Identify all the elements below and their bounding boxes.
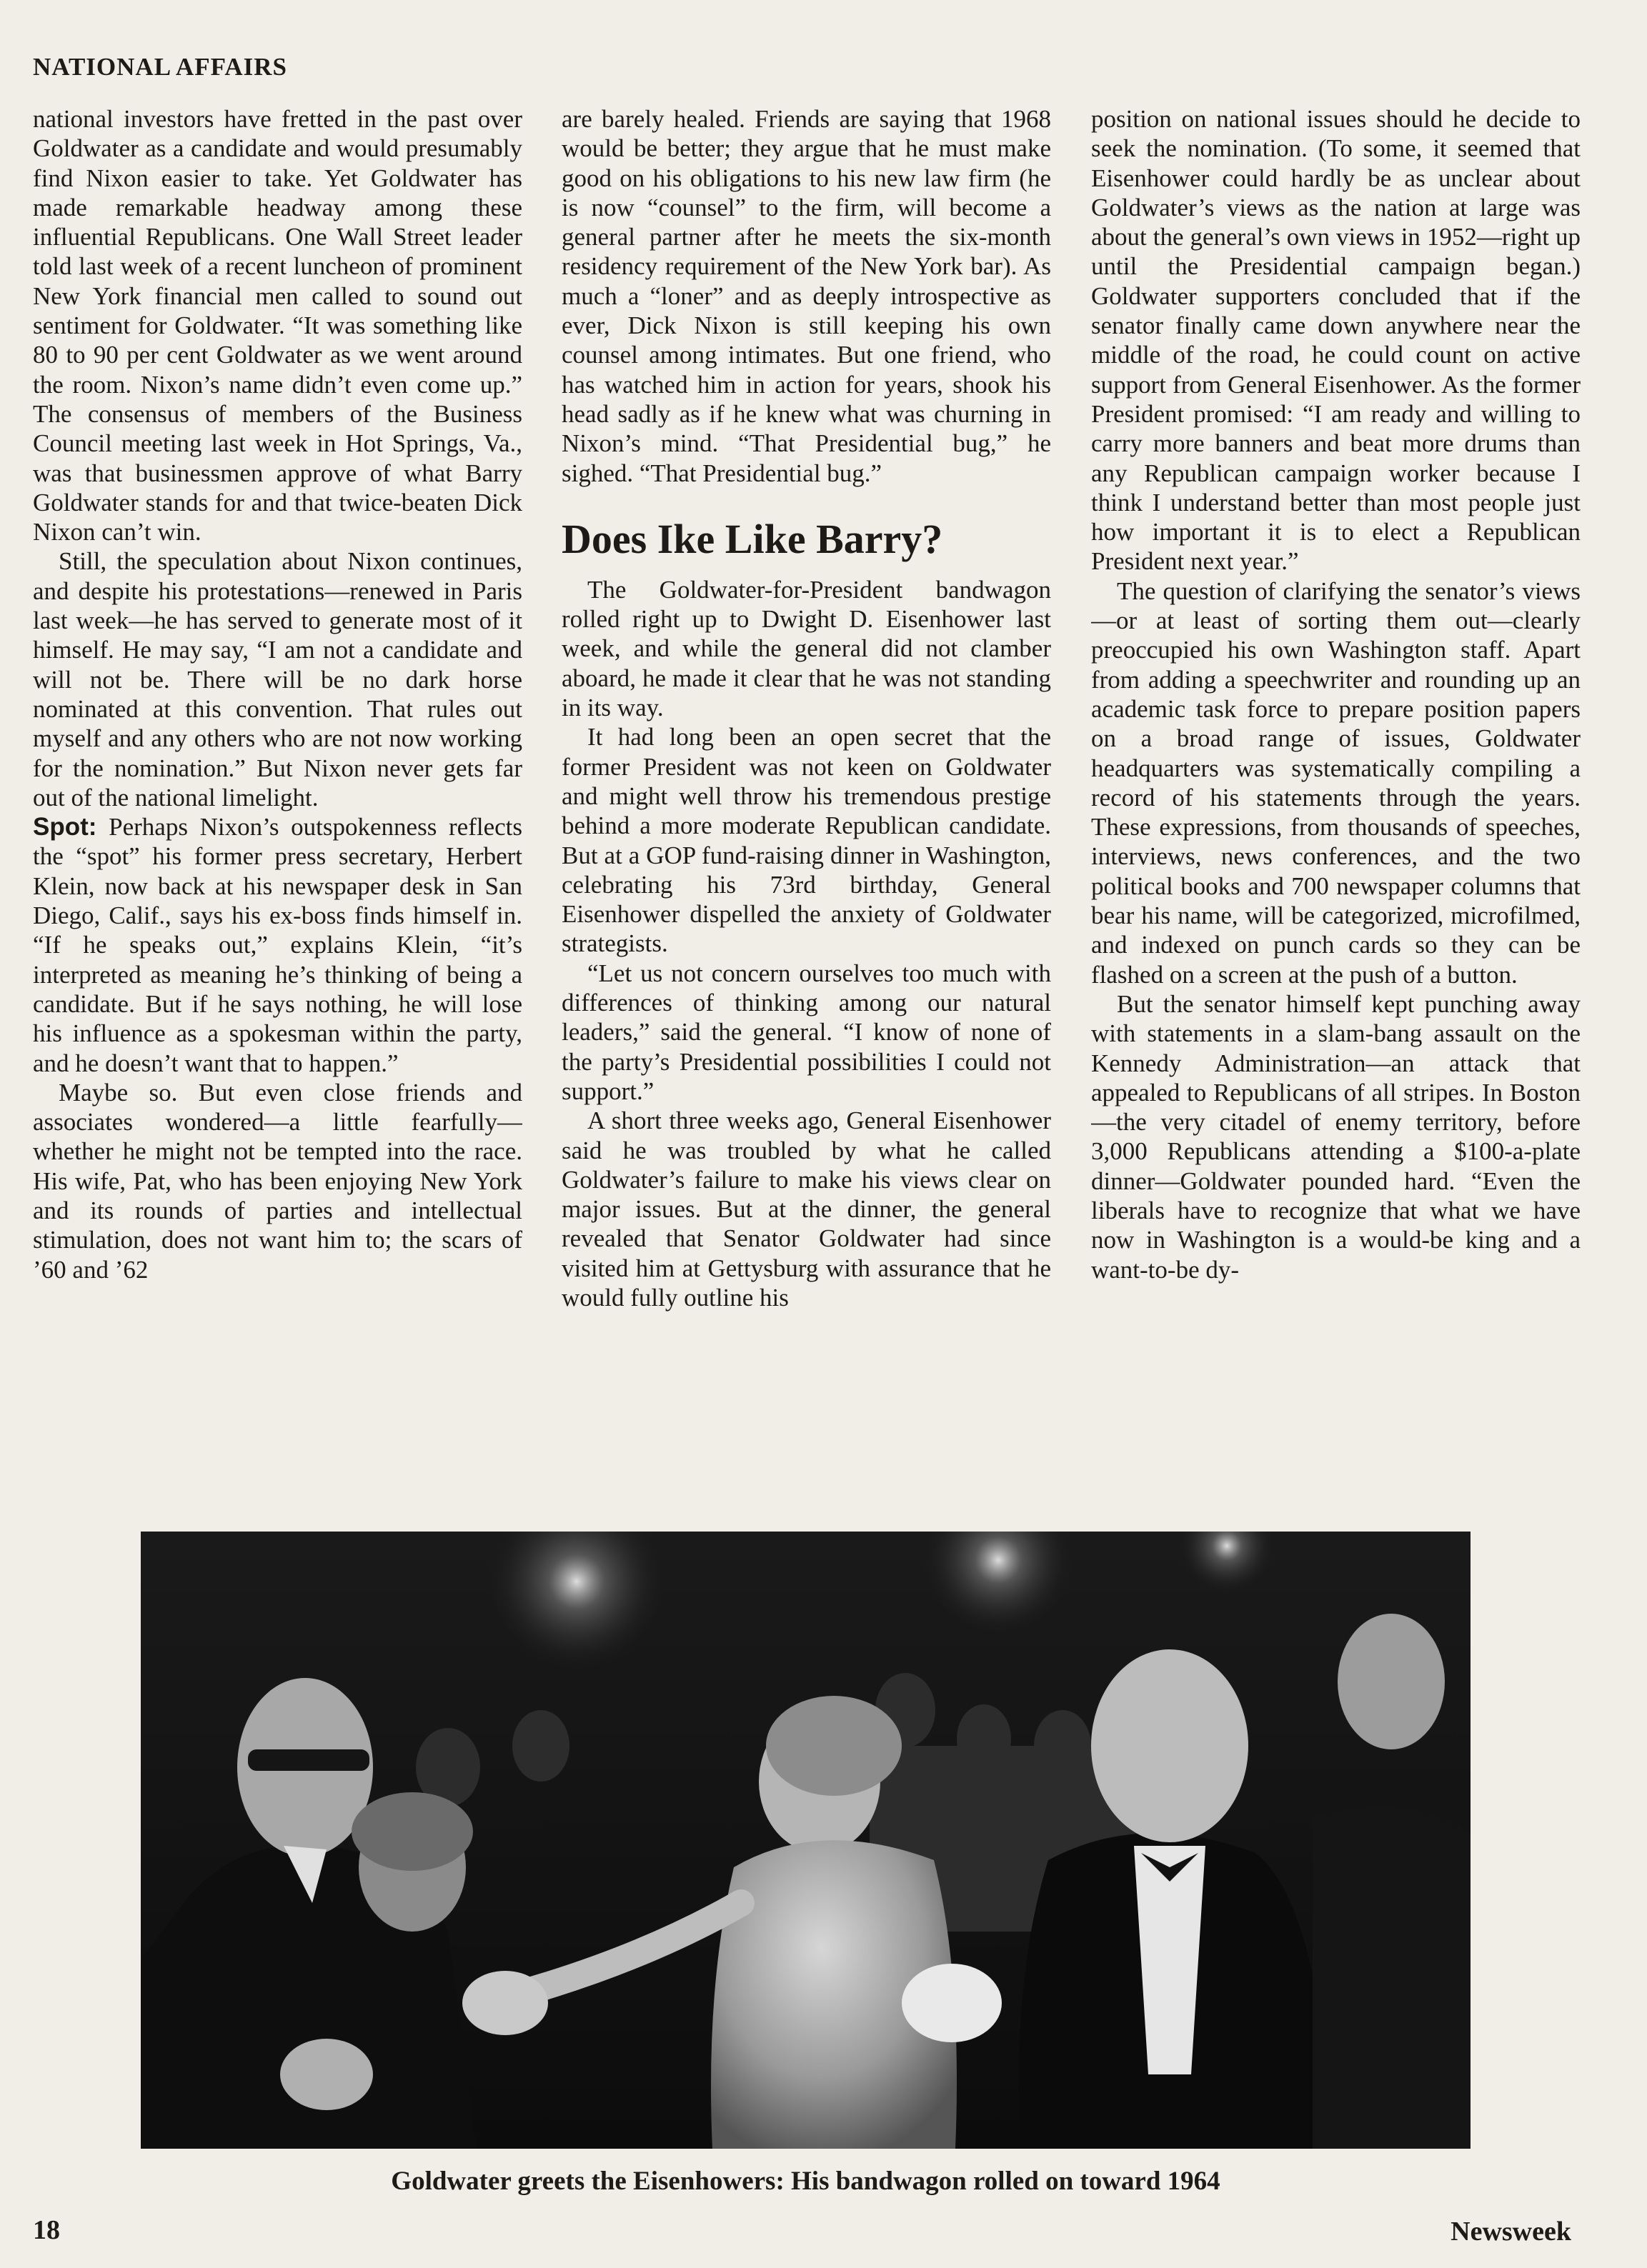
news-photo — [141, 1532, 1471, 2149]
paragraph: But the senator himself kept punching away with statements in a slam-bang assault on the Kennedy Administration—an attack that appealed to Republicans of all stripes. In Boston—the very citadel of enemy territory, before 3,000 Republicans attending a $100-a-plate dinner—Goldwater pounded hard. “Even the liberals have to recognize that what we have now in Washington is a would-be king and a want-to-be dy- — [1091, 989, 1581, 1284]
paragraph: are barely healed. Friends are saying that 1968 would be better; they argue that he must make good on his obligations to his new law firm (he is now “counsel” to the firm, will become a general partner after he meets the six-month residency requirement of the New York bar). As much a “loner” and as deeply introspective as ever, Dick Nixon is still keeping his own counsel among intimates. But one friend, who has watched him in action for years, shook his head sadly as if he knew what was churning in Nixon’s mind. “That Presidential bug,” he sighed. “That Presidential bug.” — [562, 105, 1051, 487]
paragraph-spot — [33, 812, 522, 1078]
paragraph: Still, the speculation about Nixon continues, and despite his protestations—renewed in Paris last week—he has served to generate most of it himself. He may say, “I am not a candidate and will not be. There will be no dark horse nominated at this convention. That rules out myself and any others who are not now working for the nomination.” But Nixon never gets far out of the national limelight. — [33, 547, 522, 811]
column-2 — [562, 104, 1051, 1497]
column-1 — [33, 104, 522, 1497]
subhead: Does Ike Like Barry? — [562, 515, 943, 562]
paragraph-text: Perhaps Nixon’s outspokenness reflects the “spot” his former press secretary, Herbert Klein, now back at his newspaper desk in San Diego, Calif., says his ex-boss finds himself in. “If he speaks out,” explains Klein, “it’s interpreted as meaning he’s thinking of being a candidate. But if he says nothing, he will lose his influence as a spokesman within the party, and he doesn’t want that to happen.” — [33, 813, 522, 1077]
section-header: NATIONAL AFFAIRS — [33, 53, 288, 81]
column-3 — [1091, 104, 1581, 1497]
paragraph: A short three weeks ago, General Eisenhower said he was troubled by what he called Goldwater’s failure to make his views clear on major issues. But at the dinner, the general revealed that Senator Goldwater had since visited him at Gettysburg with assurance that he would fully outline his — [562, 1106, 1051, 1312]
paragraph: position on national issues should he decide to seek the nomination. (To some, it seemed that Eisenhower could hardly be as unclear about Goldwater’s views as the nation at large was about the general’s own views in 1952—right up until the Presidential campaign began.) Goldwater supporters concluded that if the senator finally came down anywhere near the middle of the road, he could count on active support from General Eisenhower. As the former President promised: “I am ready and willing to carry more banners and beat more drums than any Republican campaign worker because I think I understand better than most people just how important it is to elect a Republican President next year.” — [1091, 105, 1581, 576]
paragraph: The Goldwater-for-President bandwagon rolled right up to Dwight D. Eisenhower last week, and while the general did not clamber aboard, he made it clear that he was not standing in its way. — [562, 575, 1051, 722]
paragraph: national investors have fretted in the past over Goldwater as a candidate and would presumably find Nixon easier to take. Yet Goldwater has made remarkable headway among these influential Republicans. One Wall Street leader told last week of a recent luncheon of prominent New York financial men called to sound out sentiment for Goldwater. “It was something like 80 to 90 per cent Goldwater as we went around the room. Nixon’s name didn’t even come up.” The consensus of members of the Business Council meeting last week in Hot Springs, Va., was that businessmen approve of what Barry Goldwater stands for and that twice-beaten Dick Nixon can’t win. — [33, 105, 522, 546]
paragraph: “Let us not concern ourselves too much with differences of thinking among our natural leaders,” said the general. “I know of none of the party’s Presidential possibilities I could not support.” — [562, 959, 1051, 1105]
photo-illustration — [141, 1532, 1471, 2149]
magazine-name: Newsweek — [1451, 2217, 1571, 2247]
paragraph: The question of clarifying the senator’s views—or at least of sorting them out—clearly preoccupied his own Washington staff. Apart from adding a speechwriter and rounding up an academic task force to prepare position papers on a broad range of issues, Goldwater headquarters was systematically compiling a record of his statements through the years. These expressions, from thousands of speeches, interviews, news conferences, and the two political books and 700 newspaper columns that bear his name, will be categorized, microfilmed, and indexed on punch cards so they can be flashed on a screen at the push of a button. — [1091, 576, 1581, 989]
paragraph: Maybe so. But even close friends and associates wondered—a little fearfully—whether he might not be tempted into the race. His wife, Pat, who has been enjoying New York and its rounds of parties and intellectual stimulation, does not want him to; the scars of ’60 and ’62 — [33, 1078, 522, 1284]
photo-caption: Goldwater greets the Eisenhowers: His bandwagon rolled on toward 1964 — [391, 2167, 1220, 2196]
runin-label: Spot: — [33, 813, 97, 841]
paragraph: It had long been an open secret that the former President was not keen on Goldwater and might well throw his tremendous prestige behind a more moderate Republican candidate. But at a GOP fund-raising dinner in Washington, celebrating his 73rd birthday, General Eisenhower dispelled the anxiety of Goldwater strategists. — [562, 723, 1051, 958]
page-number: 18 — [33, 2215, 60, 2245]
